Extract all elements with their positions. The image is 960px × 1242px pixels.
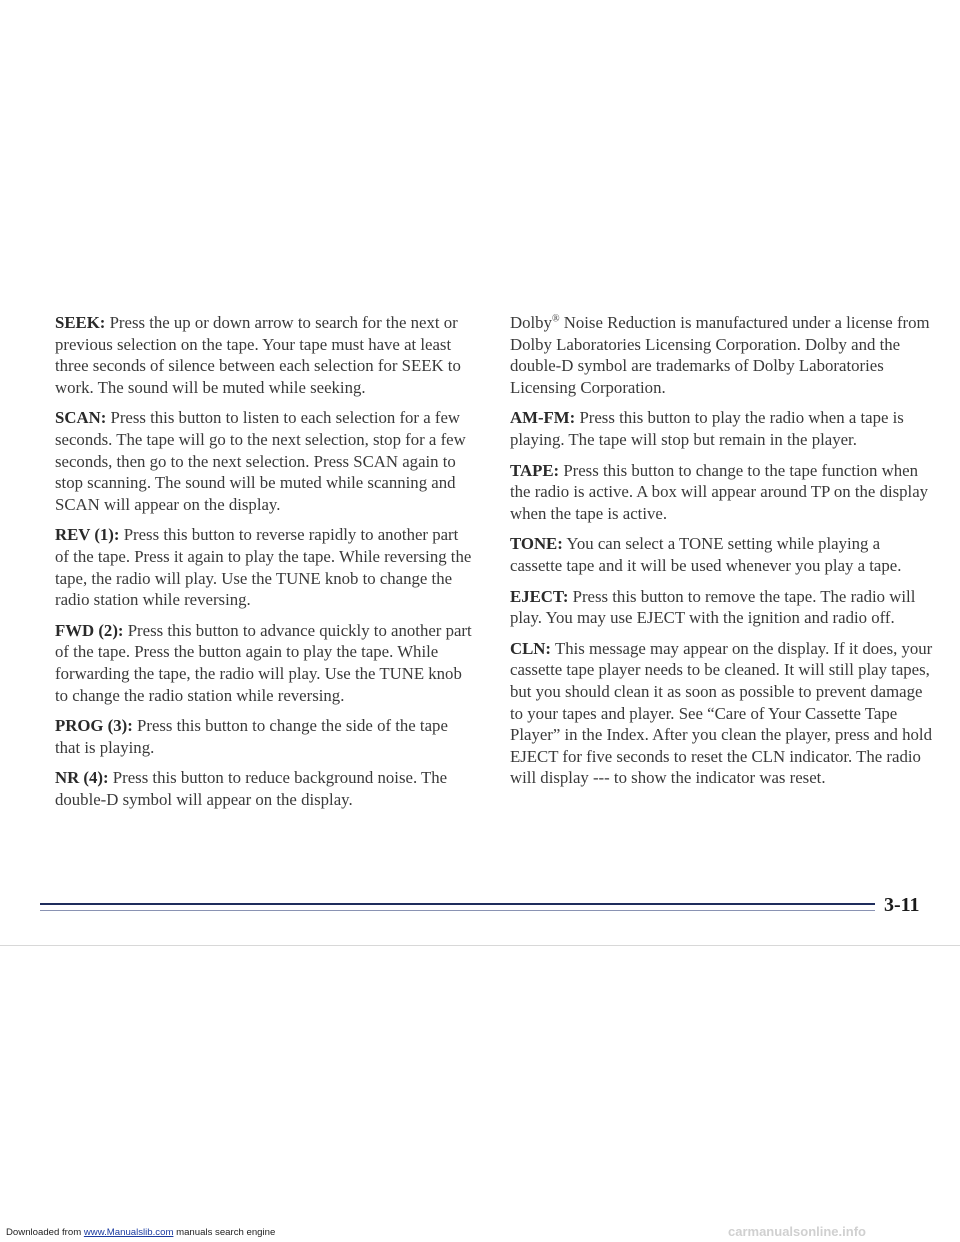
manualslib-link[interactable]: www.Manualslib.com [83, 1227, 174, 1238]
scan-term: SCAN: [55, 408, 107, 428]
fwd-text: Press this button to advance quickly to another part of the tape. Press the button again to play the tape. While forwarding the tape, the radio will play. Use the TUNE knob to change the radio station while reversing. [55, 620, 472, 705]
rev-text: Press this button to reverse rapidly to another part of the tape. Press it again to play the tape. While reversing the tape, the radio will play. Use the TUNE knob to change the radio station while reversing. [55, 525, 472, 610]
prog-term: PROG (3): [55, 716, 133, 736]
fwd-term: FWD (2): [55, 620, 124, 640]
footer-divider [0, 945, 960, 946]
cln-paragraph [510, 638, 935, 789]
footer-prefix: Downloaded from [6, 1227, 84, 1238]
dolby-text: Noise Reduction is manufactured under a license from Dolby Laboratories Licensing Corporation. Dolby and the double-D symbol are trademarks of Dolby Laboratories Licensing Corporation. [510, 313, 930, 397]
cln-text: This message may appear on the display. If it does, your cassette tape player needs to be cleaned. It will still play tapes, but you should clean it as soon as possible to prevent damage to your tapes and player. See “Care of Your Cassette Tape Player” in the Index. After you clean the player, press and hold EJECT for five seconds to reset the CLN indicator. The radio will display --- to show the indicator was reset. [510, 638, 933, 788]
registered-mark: ® [551, 313, 560, 325]
tone-term: TONE: [510, 534, 563, 554]
rev-term: REV (1): [55, 525, 120, 545]
nr-paragraph [55, 767, 475, 810]
fwd-paragraph [55, 620, 475, 706]
right-column [510, 312, 935, 798]
page-rule-thin [40, 910, 875, 911]
tape-text: Press this button to change to the tape function when the radio is active. A box will appear around TP on the display when the tape is active. [510, 460, 929, 523]
dolby-word: Dolby [510, 313, 552, 332]
amfm-paragraph [510, 407, 935, 450]
amfm-term: AM-FM: [510, 408, 576, 428]
left-column [55, 312, 475, 819]
prog-paragraph [55, 715, 475, 758]
tape-term: TAPE: [510, 460, 560, 480]
cln-term: CLN: [510, 638, 552, 658]
scan-paragraph [55, 407, 475, 515]
dolby-paragraph [510, 312, 935, 398]
download-footer [6, 1227, 275, 1238]
footer-suffix: manuals search engine [173, 1227, 276, 1238]
amfm-text: Press this button to play the radio when a tape is playing. The tape will stop but remain in the player. [510, 408, 904, 449]
nr-term: NR (4): [55, 768, 109, 788]
eject-term: EJECT: [510, 586, 569, 606]
page-number: 3-11 [884, 894, 920, 916]
seek-paragraph [55, 312, 475, 398]
rev-paragraph [55, 524, 475, 610]
tone-paragraph [510, 533, 935, 576]
eject-text: Press this button to remove the tape. The radio will play. You may use EJECT with the ignition and radio off. [510, 586, 916, 628]
watermark: carmanualsonline.info [728, 1224, 866, 1239]
prog-text: Press this button to change the side of the tape that is playing. [55, 716, 448, 757]
seek-text: Press the up or down arrow to search for the next or previous selection on the tape. Your tape must have at least three seconds of silence between each selection for SEEK to work. The sound will be muted while seeking. [55, 313, 461, 397]
nr-text: Press this button to reduce background noise. The double-D symbol will appear on the display. [55, 768, 448, 809]
scan-text: Press this button to listen to each selection for a few seconds. The tape will go to the next selection, stop for a few seconds, then go to the next selection. Press SCAN again to stop scanning. The sound will be muted while scanning and SCAN will appear on the display. [55, 408, 466, 514]
page-rule [40, 903, 875, 905]
seek-term: SEEK: [55, 313, 106, 332]
tape-paragraph [510, 460, 935, 525]
eject-paragraph [510, 586, 935, 629]
tone-text: You can select a TONE setting while playing a cassette tape and it will be used whenever you play a tape. [510, 534, 902, 575]
